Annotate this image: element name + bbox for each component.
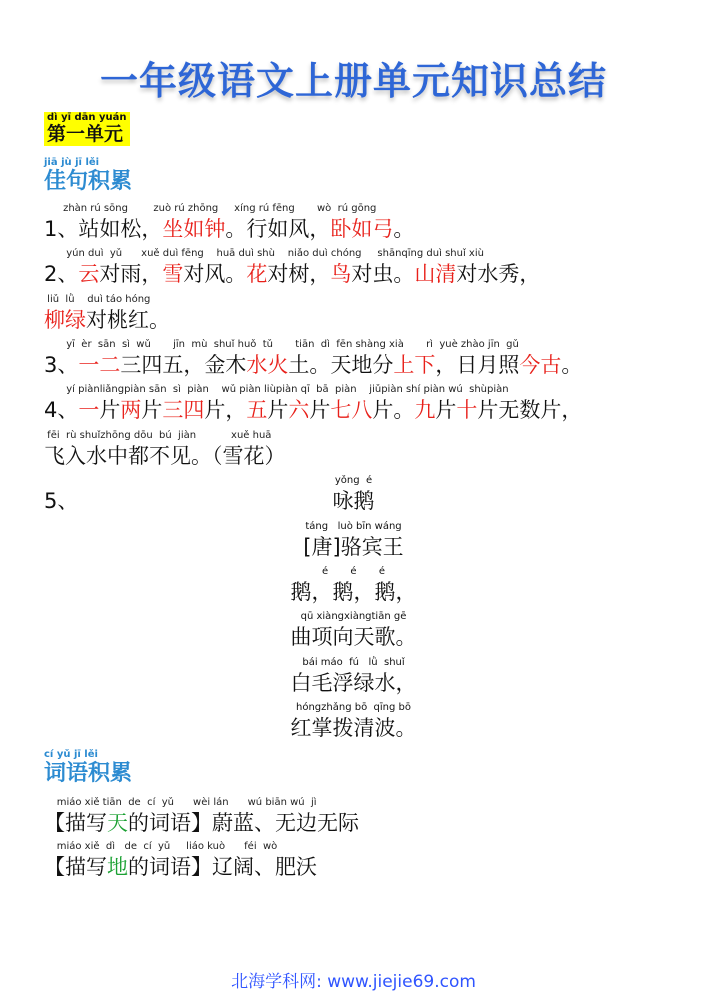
highlight-text: 三四 xyxy=(162,398,205,422)
text-segment: 1、站如松， xyxy=(44,217,163,241)
text-segment: 的词语】蔚蓝、无边无际 xyxy=(128,811,359,835)
pinyin-line: zhàn rú sōng zuò rú zhōng xíng rú fēng wò rú gōng xyxy=(44,203,377,214)
highlight-text: 一 xyxy=(78,398,100,422)
chinese-line xyxy=(44,261,540,287)
poem-number: 5、 xyxy=(44,489,79,513)
section-title: 词语积累 xyxy=(44,761,133,786)
text-segment: 3、 xyxy=(44,353,79,377)
highlight-text: 云 xyxy=(78,262,100,286)
chinese-line xyxy=(44,854,317,880)
poem-verse xyxy=(0,566,707,605)
sentence-line xyxy=(44,248,540,287)
text-segment: 2、 xyxy=(44,262,79,286)
footer-website[interactable]: 北海学科网: www.jiejie69.com xyxy=(231,972,476,992)
highlight-text: 柳绿 xyxy=(44,308,86,332)
highlight-text: 卧如弓 xyxy=(330,217,394,241)
highlight-text: 雪 xyxy=(162,262,184,286)
poem-author-text: [唐]骆宾王 xyxy=(303,535,404,559)
highlight-text: 九 xyxy=(414,398,436,422)
pinyin-line: yún duì yǔ xuě duì fēng huā duì shù niǎo duì chóng shānqīng duì shuǐ xiù xyxy=(44,248,484,259)
poem-title-text: 咏鹅 xyxy=(332,489,375,513)
pinyin-line: liǔ lǜ duì táo hóng xyxy=(44,294,151,305)
unit-text: 第一单元 xyxy=(47,123,124,145)
chinese-line xyxy=(44,810,359,836)
pinyin-line: fēi rù shuǐzhōng dōu bú jiàn xuě huā xyxy=(44,430,272,441)
poem-title xyxy=(0,475,707,514)
page-title: 一年级语文上册单元知识总结 xyxy=(99,59,607,103)
poem-author-pinyin: táng luò bīn wáng xyxy=(305,521,402,532)
highlight-text: 今古 xyxy=(519,353,562,377)
highlight-text: 两 xyxy=(120,398,142,422)
text-segment: 片 xyxy=(267,398,289,422)
chinese-line: 曲项向天歌。 xyxy=(290,625,417,649)
sentence-line xyxy=(44,203,414,242)
pinyin-line: miáo xiě tiān de cí yǔ wèi lán wú biān wú jì xyxy=(44,797,317,808)
unit-label xyxy=(44,112,130,146)
highlight-text: 坐如钟 xyxy=(162,217,226,241)
word-line xyxy=(44,841,317,880)
section-title: 佳句积累 xyxy=(44,169,133,194)
highlight-text: 山清 xyxy=(414,262,457,286)
text-segment: 片 xyxy=(99,398,121,422)
sentence-line xyxy=(44,339,582,378)
poem-verse xyxy=(0,702,707,741)
chinese-line: 白毛浮绿水， xyxy=(290,671,417,695)
text-segment: 片 xyxy=(435,398,457,422)
poem-title-pinyin: yǒng é xyxy=(334,475,373,486)
poem-verse xyxy=(0,657,707,696)
section-pinyin: jiā jù jī lěi xyxy=(44,157,100,168)
text-segment: 对虫。 xyxy=(351,262,415,286)
text-segment: ，日月照 xyxy=(435,353,520,377)
text-segment: 【描写 xyxy=(44,855,107,879)
text-segment: 三四五，金木 xyxy=(120,353,247,377)
chinese-line: 红掌拨清波。 xyxy=(290,716,417,740)
highlight-text: 七八 xyxy=(330,398,373,422)
text-segment: 。 xyxy=(561,353,583,377)
text-segment: 【描写 xyxy=(44,811,107,835)
text-segment: 。 xyxy=(393,217,415,241)
highlight-text: 地 xyxy=(107,855,128,879)
highlight-text: 水火 xyxy=(246,353,289,377)
highlight-text: 十 xyxy=(456,398,478,422)
pinyin-line: qū xiàngxiàngtiān gē xyxy=(300,611,407,622)
pinyin-line: miáo xiě dì de cí yǔ liáo kuò féi wò xyxy=(44,841,278,852)
unit-pinyin: dì yī dān yuán xyxy=(47,112,127,123)
highlight-text: 鸟 xyxy=(330,262,352,286)
text-segment: 的词语】辽阔、肥沃 xyxy=(128,855,317,879)
section-pinyin: cí yǔ jī lěi xyxy=(44,749,98,760)
chinese-line xyxy=(44,443,286,469)
text-segment: 土。天地分 xyxy=(288,353,394,377)
text-segment: 对雨， xyxy=(99,262,163,286)
sentence-line xyxy=(44,384,582,423)
text-segment: 对风。 xyxy=(183,262,247,286)
text-segment: 。行如风， xyxy=(225,217,331,241)
word-line xyxy=(44,797,359,836)
section-heading-sentences xyxy=(44,157,132,195)
highlight-text: 花 xyxy=(246,262,268,286)
text-segment: 片 xyxy=(309,398,331,422)
chinese-line xyxy=(44,307,170,333)
chinese-line xyxy=(44,216,414,242)
poem-verse xyxy=(0,611,707,650)
highlight-text: 上下 xyxy=(393,353,436,377)
text-segment: 片， xyxy=(204,398,247,422)
highlight-text: 天 xyxy=(107,811,128,835)
text-segment: 飞入水中都不见。（雪花） xyxy=(44,444,286,468)
text-segment: 对树， xyxy=(267,262,331,286)
text-segment: 4、 xyxy=(44,398,79,422)
chinese-line: 鹅，鹅，鹅， xyxy=(290,580,417,604)
chinese-line xyxy=(44,397,582,423)
pinyin-line: é é é xyxy=(322,566,385,577)
text-segment: 片 xyxy=(141,398,163,422)
sentence-line xyxy=(44,294,170,333)
sentence-line xyxy=(44,430,286,469)
text-segment: 对桃红。 xyxy=(86,308,170,332)
text-segment: 片。 xyxy=(372,398,415,422)
poem-author xyxy=(0,521,707,560)
text-segment: 片无数片， xyxy=(477,398,583,422)
highlight-text: 六 xyxy=(288,398,310,422)
highlight-text: 一二 xyxy=(78,353,121,377)
pinyin-line: bái máo fú lǜ shuǐ xyxy=(302,657,405,668)
text-segment: 对水秀， xyxy=(456,262,541,286)
chinese-line xyxy=(44,352,582,378)
highlight-text: 五 xyxy=(246,398,268,422)
pinyin-line: yī èr sān sì wǔ jīn mù shuǐ huǒ tǔ tiān dì fēn shàng xià rì yuè zhào jīn gǔ xyxy=(44,339,519,350)
pinyin-line: yí piànliǎngpiàn sān sì piàn wǔ piàn liùpiàn qī bā piàn jiǔpiàn shí piàn wú shùpiàn xyxy=(44,384,509,395)
pinyin-line: hóngzhǎng bō qīng bō xyxy=(296,702,411,713)
section-heading-words xyxy=(44,749,132,787)
